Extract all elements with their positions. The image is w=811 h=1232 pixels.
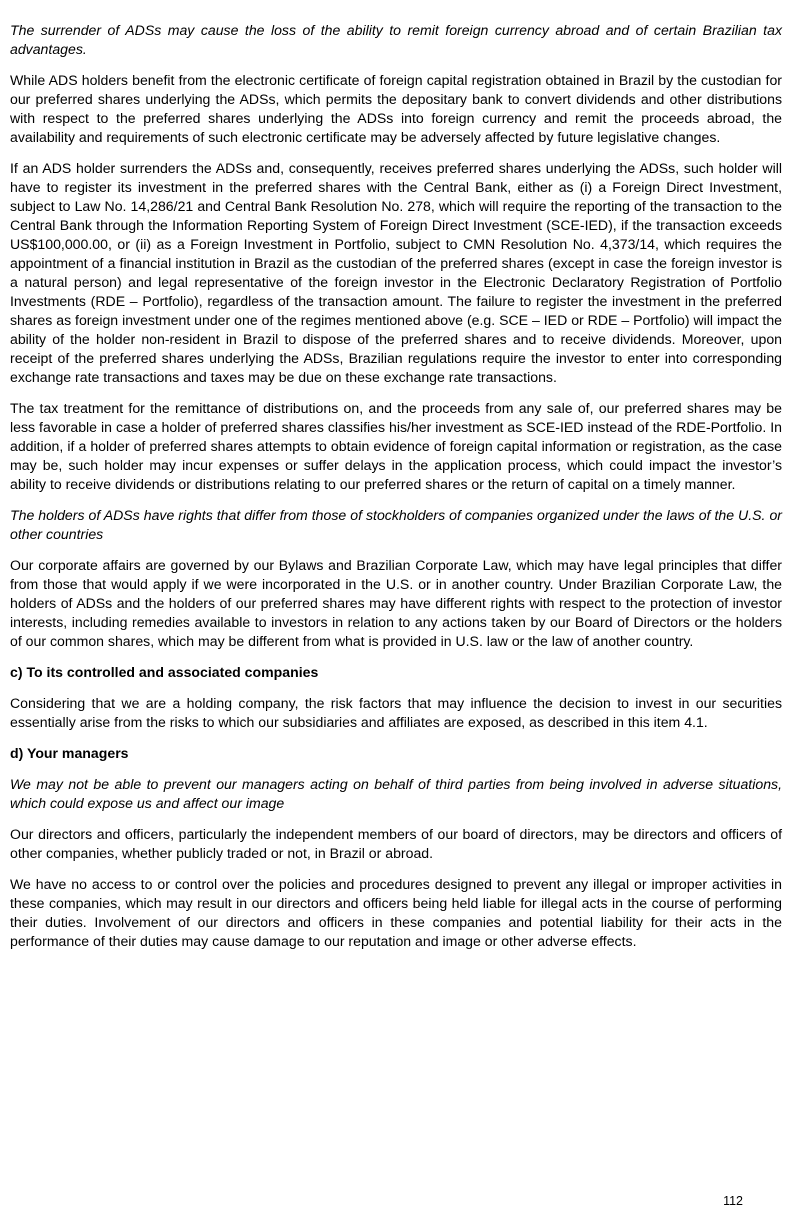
paragraph-directors-officers: Our directors and officers, particularly the independent members of our board of directors, may be directors and officers of other companies, whether publicly traded or not, in Brazil or abroad. <box>10 826 782 861</box>
document-body <box>10 21 782 963</box>
section-heading-controlled-companies: c) To its controlled and associated companies <box>10 664 319 680</box>
section-heading-managers: d) Your managers <box>10 745 129 761</box>
paragraph-policies-procedures: We have no access to or control over the policies and procedures designed to prevent any illegal or improper activities in these companies, which may result in our directors and officers being held liable for illegal acts in the course of performing their duties. Involvement of our directors and officers in these companies and potential liability for their acts in the performance of their duties may cause damage to our reputation and image or other adverse effects. <box>10 876 782 949</box>
subheading-managers-risk: We may not be able to prevent our managers acting on behalf of third parties from being involved in adverse situations, which could expose us and affect our image <box>10 776 782 811</box>
subheading-adss-surrender: The surrender of ADSs may cause the loss of the ability to remit foreign currency abroad and of certain Brazilian tax advantages. <box>10 22 782 57</box>
paragraph-electronic-certificate: While ADS holders benefit from the electronic certificate of foreign capital registration obtained in Brazil by the custodian for our preferred shares underlying the ADSs, which permits the depositary bank to convert dividends and other distributions with respect to the preferred shares underlying the ADSs into foreign currency and remit the proceeds abroad, the availability and requirements of such electronic certificate may be adversely affected by future legislative changes. <box>10 72 782 145</box>
subheading-holder-rights: The holders of ADSs have rights that differ from those of stockholders of companies organized under the laws of the U.S. or other countries <box>10 507 782 542</box>
paragraph-holding-company: Considering that we are a holding company, the risk factors that may influence the decision to invest in our securities essentially arise from the risks to which our subsidiaries and affiliates are exposed, as described in this item 4.1. <box>10 695 782 730</box>
paragraph-tax-treatment: The tax treatment for the remittance of distributions on, and the proceeds from any sale of, our preferred shares may be less favorable in case a holder of preferred shares classifies his/her investment as SCE-IED instead of the RDE-Portfolio. In addition, if a holder of preferred shares attempts to obtain evidence of foreign capital information or registration, as the case may be, such holder may incur expenses or suffer delays in the application process, which could impact the investor’s ability to receive dividends or distributions relating to our preferred shares or the return of capital on a timely manner. <box>10 400 782 492</box>
page-number: 112 <box>723 1194 743 1208</box>
paragraph-corporate-affairs: Our corporate affairs are governed by our Bylaws and Brazilian Corporate Law, which may have legal principles that differ from those that would apply if we were incorporated in the U.S. or in another country. Under Brazilian Corporate Law, the holders of ADSs and the holders of our preferred shares may have different rights with respect to the protection of investor interests, including remedies available to investors in relation to any actions taken by our Board of Directors or the holders of our common shares, which may be different from what is provided in U.S. law or the law of another country. <box>10 557 782 649</box>
paragraph-registration-requirements: If an ADS holder surrenders the ADSs and, consequently, receives preferred shares underlying the ADSs, such holder will have to register its investment in the preferred shares with the Central Bank, either as (i) a Foreign Direct Investment, subject to Law No. 14,286/21 and Central Bank Resolution No. 278, which will require the reporting of the transaction to the Central Bank through the Information Reporting System of Foreign Direct Investment (SCE-IED), if the transaction exceeds US$100,000.00, or (ii) as a Foreign Investment in Portfolio, subject to CMN Resolution No. 4,373/14, which requires the appointment of a financial institution in Brazil as the custodian of the preferred shares (except in case the foreign investor is a natural person) and legal representative of the foreign investor in the Electronic Declaratory Registration of Portfolio Investments (RDE – Portfolio), regardless of the transaction amount. The failure to register the investment in the preferred shares as foreign investment under one of the regimes mentioned above (e.g. SCE – IED or RDE – Portfolio) will impact the ability of the holder non-resident in Brazil to dispose of the preferred shares and to receive dividends. Moreover, upon receipt of the preferred shares underlying the ADSs, Brazilian regulations require the investor to enter into corresponding exchange rate transactions and taxes may be due on these exchange rate transactions. <box>10 160 782 385</box>
